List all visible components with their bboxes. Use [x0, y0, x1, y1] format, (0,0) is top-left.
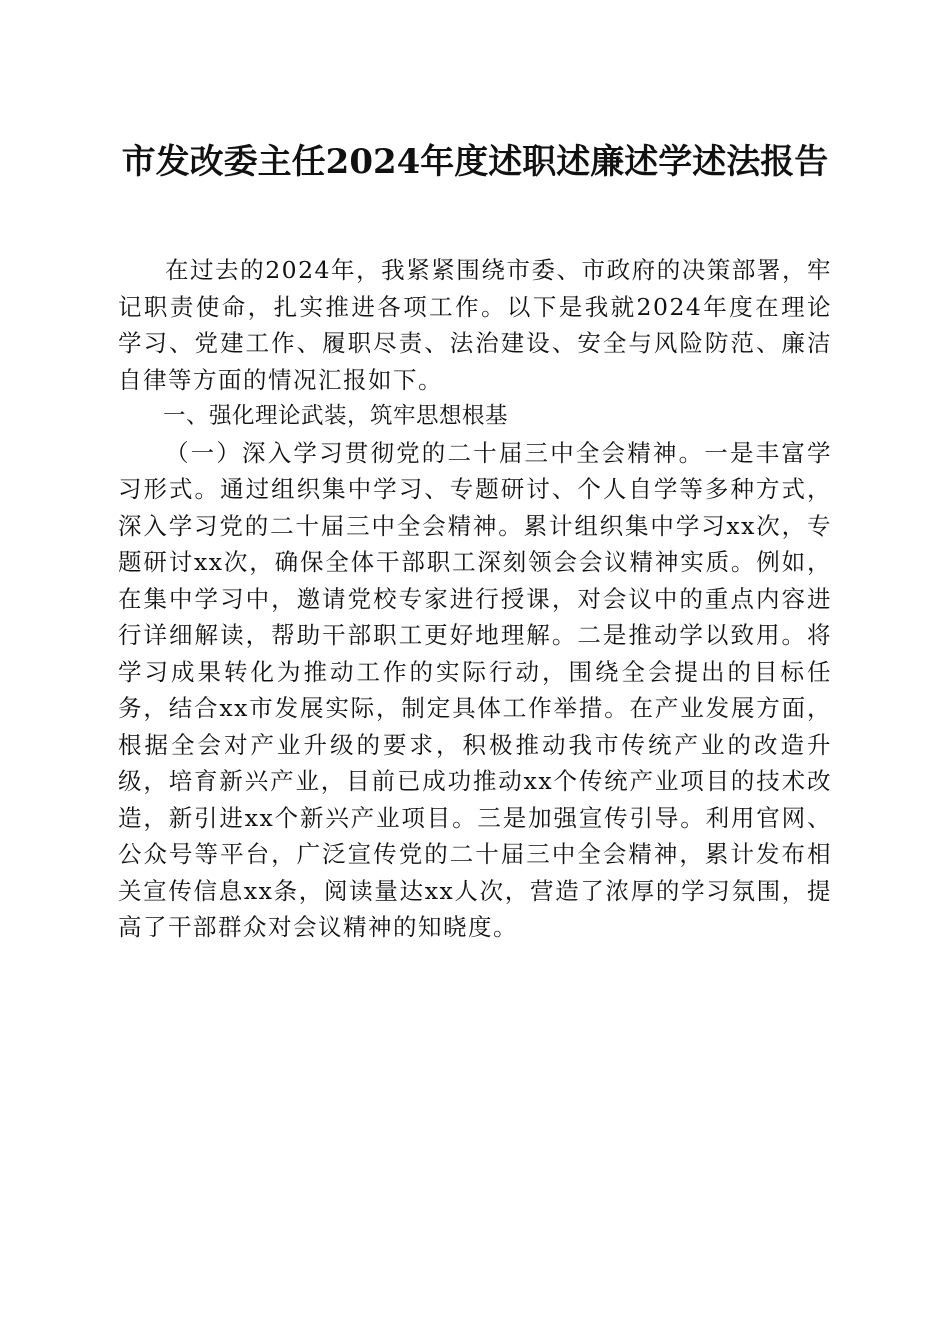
intro-paragraph: 在过去的2024年，我紧紧围绕市委、市政府的决策部署，牢记职责使命，扎实推进各项工作。以下是我就2024年度在理论学习、党建工作、履职尽责、法治建设、安全与风险防范、廉洁自律等方面的情况汇报如下。	[118, 256, 832, 394]
section-heading: 一、强化理论武装，筑牢思想根基	[163, 403, 509, 429]
document-body	[118, 252, 832, 946]
document-title: 市发改委主任2024年度述职述廉述学述法报告	[121, 142, 829, 182]
section-paragraph: （一）深入学习贯彻党的二十届三中全会精神。一是丰富学习形式。通过组织集中学习、专题研讨、个人自学等多种方式，深入学习党的二十届三中全会精神。累计组织集中学习xx次，专题研讨xx次，确保全体干部职工深刻领会会议精神实质。例如，在集中学习中，邀请党校专家进行授课，对会议中的重点内容进行详细解读，帮助干部职工更好地理解。二是推动学以致用。将学习成果转化为推动工作的实际行动，围绕全会提出的目标任务，结合xx市发展实际，制定具体工作举措。在产业发展方面，根据全会对产业升级的要求，积极推动我市传统产业的改造升级，培育新兴产业，目前已成功推动xx个传统产业项目的技术改造，新引进xx个新兴产业项目。三是加强宣传引导。利用官网、公众号等平台，广泛宣传党的二十届三中全会精神，累计发布相关宣传信息xx条，阅读量达xx人次，营造了浓厚的学习氛围，提高了干部群众对会议精神的知晓度。	[118, 438, 832, 941]
